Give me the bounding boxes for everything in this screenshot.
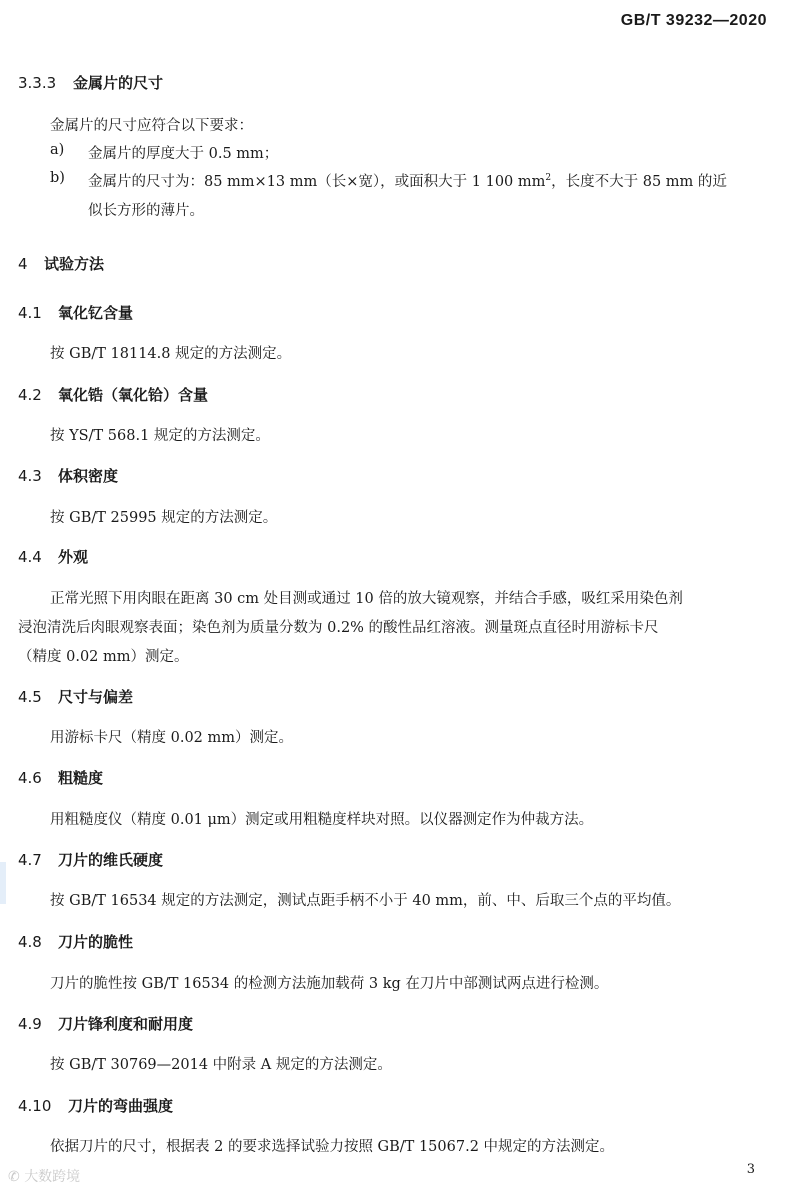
section-heading-4-6 [18,767,103,788]
document-code: GB/T 39232—2020 [620,12,767,29]
section-number: 4.6 [18,769,42,787]
section-number: 4 [18,255,28,273]
section-number: 3.3.3 [18,74,57,92]
section-heading-4-7 [18,849,163,870]
paragraph: 按 GB/T 18114.8 规定的方法测定。 [50,346,292,362]
section-title: 外观 [58,548,89,566]
paragraph-line: （精度 0.02 mm）测定。 [18,649,189,665]
section-number: 4.3 [18,467,42,485]
section-heading-4-8 [18,931,133,952]
section-number: 4.10 [18,1097,52,1115]
section-title: 刀片的维氏硬度 [58,851,164,869]
paragraph: 用粗糙度仪（精度 0.01 μm）测定或用粗糙度样块对照。以仪器测定作为仲裁方法。 [50,812,594,828]
section-title: 刀片的脆性 [58,933,134,951]
superscript: 2 [545,173,552,184]
section-title: 试验方法 [44,255,105,273]
paragraph: 依据刀片的尺寸，根据表 2 的要求选择试验力按照 GB/T 15067.2 中规定的方法测定。 [50,1139,615,1155]
list-item-a [50,142,790,166]
watermark-text: 大数跨境 [24,1169,81,1185]
section-heading-4-1 [18,302,133,323]
paragraph: 按 GB/T 16534 规定的方法测定，测试点距手柄不小于 40 mm，前、中、后取三个点的平均值。 [50,893,681,909]
section-heading-4-9 [18,1013,193,1034]
section-number: 4.5 [18,688,42,706]
watermark [8,1166,80,1186]
list-text: 金属片的厚度大于 0.5 mm； [88,146,279,162]
section-heading-4-4 [18,546,88,567]
section-heading-4-10 [18,1095,173,1116]
page-number: 3 [746,1162,755,1177]
section-title: 刀片锋利度和耐用度 [58,1015,194,1033]
section-number: 4.4 [18,548,42,566]
list-label: a) [50,142,65,158]
section-title: 粗糙度 [58,769,104,787]
list-text-part: 金属片的尺寸为：85 mm×13 mm（长×宽），或面积大于 1 100 mm [88,174,546,190]
section-title: 氧化锆（氧化铪）含量 [58,386,209,404]
list-label: b) [50,170,65,186]
section-heading-4-5 [18,686,133,707]
section-title: 刀片的弯曲强度 [68,1097,174,1115]
paragraph: 金属片的尺寸应符合以下要求： [50,118,253,134]
section-title: 氧化钇含量 [58,304,134,322]
watermark-logo-icon: ✆ [8,1169,20,1185]
section-number: 4.8 [18,933,42,951]
list-text-part: ，长度不大于 85 mm 的近 [551,174,727,190]
section-number: 4.7 [18,851,42,869]
paragraph: 按 YS/T 568.1 规定的方法测定。 [50,428,270,444]
paragraph-line: 正常光照下用肉眼在距离 30 cm 处目测或通过 10 倍的放大镜观察，并结合手感，吸红采用染色剂 [50,591,683,607]
section-heading-3-3-3 [18,72,163,93]
paragraph-line: 浸泡清洗后肉眼观察表面；染色剂为质量分数为 0.2% 的酸性品红溶液。测量斑点直径时用游标卡尺 [18,620,659,636]
section-heading-4 [18,253,104,274]
section-heading-4-2 [18,384,208,405]
paragraph: 刀片的脆性按 GB/T 16534 的检测方法施加载荷 3 kg 在刀片中部测试两点进行检测。 [50,976,609,992]
list-item-b [50,170,790,194]
paragraph: 按 GB/T 30769—2014 中附录 A 规定的方法测定。 [50,1057,392,1073]
section-title: 体积密度 [58,467,119,485]
margin-highlight [0,862,6,904]
section-title: 尺寸与偏差 [58,688,134,706]
section-number: 4.9 [18,1015,42,1033]
list-item-b-continuation: 似长方形的薄片。 [88,203,204,219]
list-text [88,170,727,191]
paragraph: 用游标卡尺（精度 0.02 mm）测定。 [50,730,294,746]
paragraph: 按 GB/T 25995 规定的方法测定。 [50,510,278,526]
section-number: 4.1 [18,304,42,322]
section-title: 金属片的尺寸 [73,74,164,92]
section-number: 4.2 [18,386,42,404]
section-heading-4-3 [18,465,118,486]
